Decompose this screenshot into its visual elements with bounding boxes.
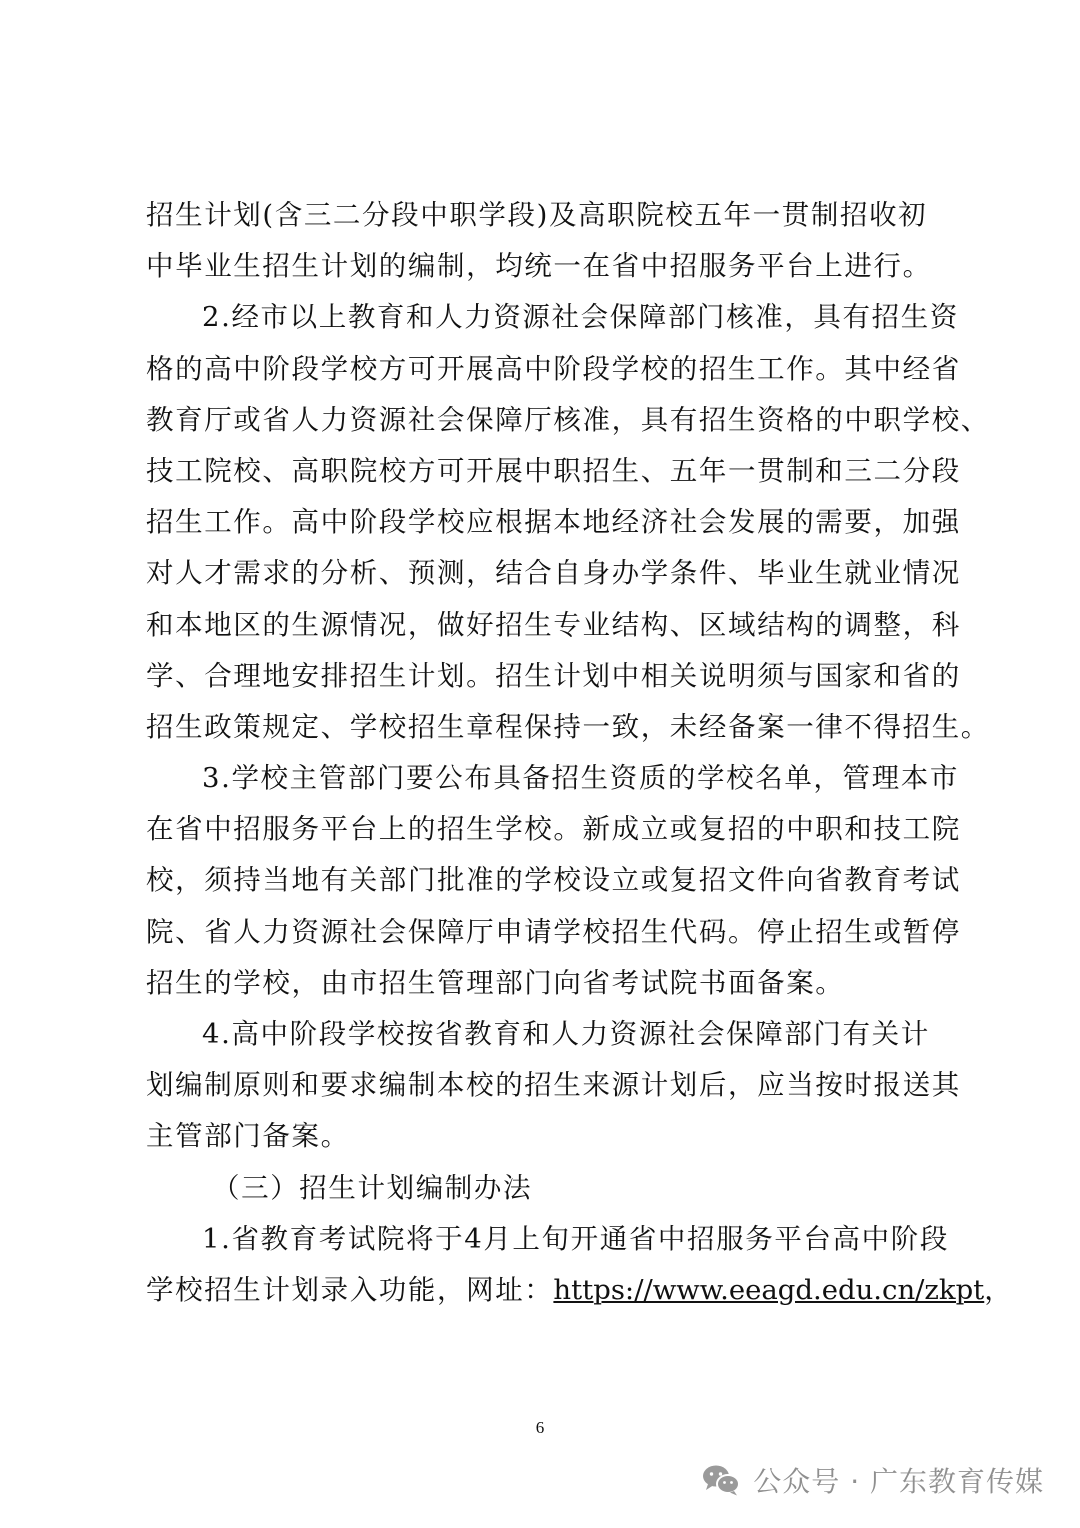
paragraph-line: 学、合理地安排招生计划。招生计划中相关说明须与国家和省的	[146, 659, 961, 692]
paragraph-line: 教育厅或省人力资源社会保障厅核准，具有招生资格的中职学校、	[146, 403, 990, 436]
paragraph-line: 中毕业生招生计划的编制，均统一在省中招服务平台上进行。	[146, 250, 932, 283]
paragraph-line: 技工院校、高职院校方可开展中职招生、五年一贯制和三二分段	[146, 454, 961, 487]
line-text: 学校招生计划录入功能，网址：	[146, 1273, 554, 1306]
paragraph-line: 招生政策规定、学校招生章程保持一致，未经备案一律不得招生。	[146, 710, 990, 743]
paragraph-line	[146, 1265, 1014, 1316]
paragraph-line: 院、省人力资源社会保障厅申请学校招生代码。停止招生或暂停	[146, 915, 961, 948]
document-body	[146, 190, 1014, 1316]
paragraph-line: 对人才需求的分析、预测，结合自身办学条件、毕业生就业情况	[146, 557, 961, 590]
paragraph-line: 招生计划(含三二分段中职学段)及高职院校五年一贯制招收初	[146, 199, 928, 231]
watermark-text: 公众号 · 广东教育传媒	[753, 1465, 1044, 1498]
section-heading: （三）招生计划编制办法	[212, 1171, 533, 1204]
zkpt-url-link[interactable]: https://www.eeagd.edu.cn/zkpt	[553, 1273, 985, 1306]
paragraph-line: 1.省教育考试院将于4月上旬开通省中招服务平台高中阶段	[202, 1222, 949, 1255]
paragraph-line: 招生的学校，由市招生管理部门向省考试院书面备案。	[146, 966, 845, 999]
paragraph-line: 划编制原则和要求编制本校的招生来源计划后，应当按时报送其	[146, 1069, 961, 1102]
line-text: ，	[984, 1273, 1014, 1306]
watermark	[701, 1456, 1044, 1504]
wechat-icon	[701, 1463, 741, 1497]
paragraph-line: 2.经市以上教育和人力资源社会保障部门核准，具有招生资	[202, 301, 959, 334]
paragraph-line: 4.高中阶段学校按省教育和人力资源社会保障部门有关计	[202, 1018, 930, 1050]
paragraph-line: 在省中招服务平台上的招生学校。新成立或复招的中职和技工院	[146, 813, 961, 846]
paragraph-line: 校，须持当地有关部门批准的学校设立或复招文件向省教育考试	[146, 864, 961, 897]
paragraph-line: 格的高中阶段学校方可开展高中阶段学校的招生工作。其中经省	[146, 352, 961, 385]
paragraph-line: 3.学校主管部门要公布具备招生资质的学校名单，管理本市	[202, 762, 959, 795]
page-number: 6	[535, 1418, 545, 1437]
paragraph-line: 和本地区的生源情况，做好招生专业结构、区域结构的调整，科	[146, 608, 961, 641]
paragraph-line: 招生工作。高中阶段学校应根据本地经济社会发展的需要，加强	[146, 506, 961, 539]
paragraph-line: 主管部门备案。	[146, 1120, 350, 1153]
